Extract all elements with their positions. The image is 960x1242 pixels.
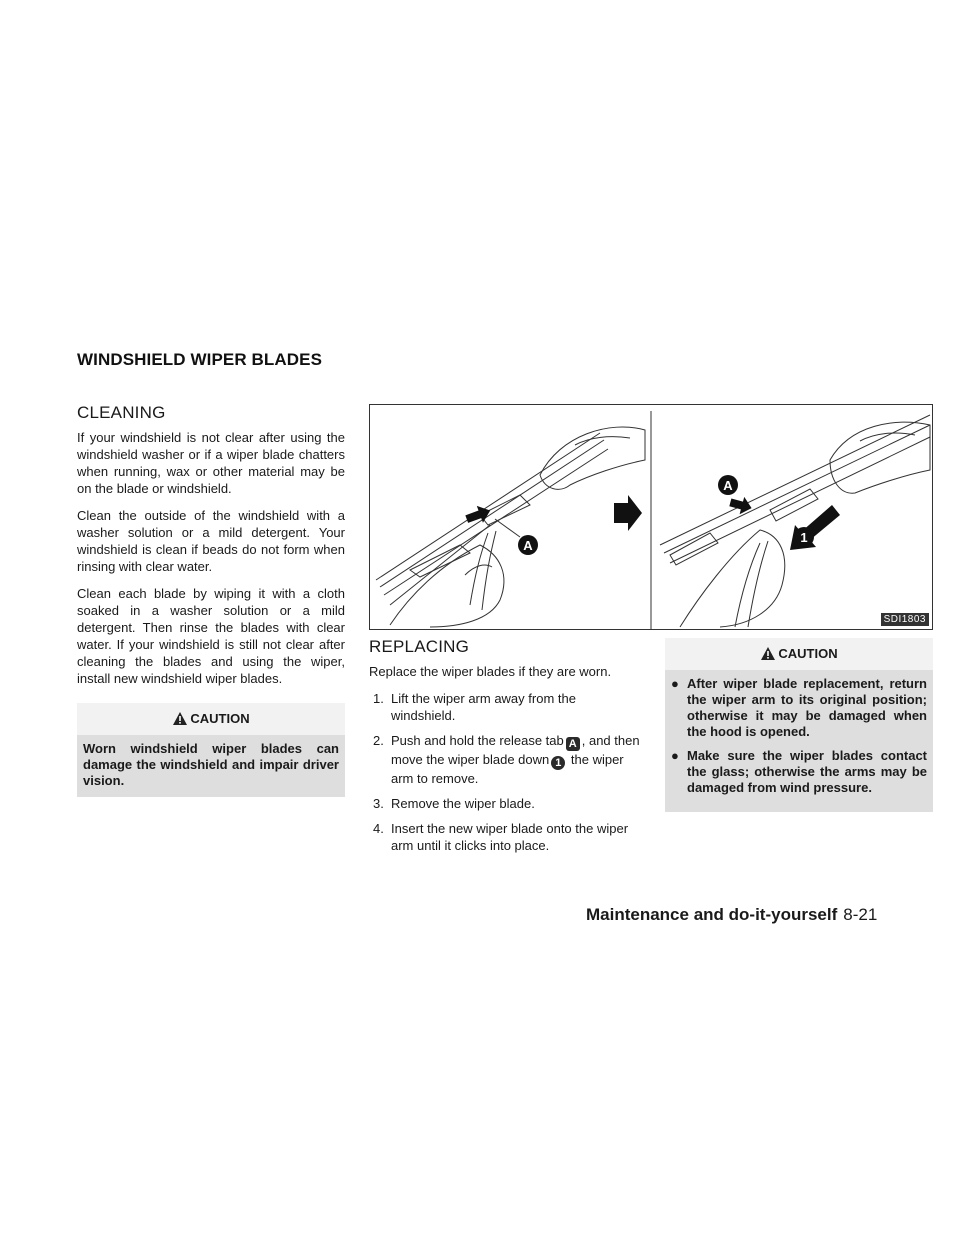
page-footer	[586, 905, 877, 925]
list-item: 3. Remove the wiper blade.	[373, 796, 535, 811]
cleaning-paragraph: If your windshield is not clear after using the windshield washer or if a wiper blade chatters when running, wax or other material may be on the blade or windshield.	[77, 430, 345, 496]
replacing-intro: Replace the wiper blades if they are worn.	[369, 664, 612, 679]
list-item: ● After wiper blade replacement, return the wiper arm to its original position; otherwise it may be damaged when the hood is opened.	[671, 676, 927, 739]
warning-icon	[172, 711, 188, 730]
caution-label: CAUTION	[778, 646, 838, 661]
replacing-heading: REPLACING	[369, 637, 470, 656]
bullet-icon: ●	[671, 748, 679, 763]
callout-a-left-label: A	[523, 538, 533, 553]
replacing-column	[369, 638, 641, 862]
section-title: WINDSHIELD WIPER BLADES	[77, 350, 323, 369]
caution-label: CAUTION	[190, 711, 250, 726]
caution-text: Worn windshield wiper blades can damage the windshield and impair driver vision.	[83, 741, 339, 788]
list-item: ● Make sure the wiper blades contact the glass; otherwise the arms may be damaged from wind pressure.	[671, 748, 927, 795]
warning-icon	[760, 646, 776, 665]
caution-header	[77, 703, 345, 735]
callout-1-label: 1	[800, 530, 808, 545]
cleaning-column	[77, 404, 345, 797]
figure-code: SDI1803	[881, 613, 929, 626]
cleaning-paragraph: Clean each blade by wiping it with a cloth soaked in a washer solution or a mild detergent. Then rinse the blades with clear water. If your windshield is still not clear after cleaning the blades and using the wiper, install new windshield wiper blades.	[77, 586, 345, 686]
wiper-illustration-svg	[370, 405, 932, 629]
replacing-steps	[369, 690, 641, 854]
caution-bullets	[665, 676, 933, 796]
caution-box-cleaning	[77, 703, 345, 797]
replacing-caution-column	[665, 638, 933, 812]
cleaning-heading: CLEANING	[77, 403, 166, 422]
list-item: 1. Lift the wiper arm away from the windshield.	[373, 691, 576, 723]
bullet-icon: ●	[671, 676, 679, 691]
caution-header	[665, 638, 933, 670]
next-step-arrow-icon	[614, 495, 642, 531]
list-item: 4. Insert the new wiper blade onto the wiper arm until it clicks into place.	[373, 821, 629, 853]
callout-a-inline: A	[566, 737, 580, 751]
cleaning-paragraph: Clean the outside of the windshield with a washer solution or a mild detergent. Your windshield is clean if beads do not form when rinsing with clear water.	[77, 508, 345, 574]
callout-1-inline: 1	[551, 756, 565, 770]
wiper-blade-illustration	[369, 404, 933, 630]
callout-a-right-label: A	[723, 478, 733, 493]
caution-box-replacing	[665, 638, 933, 812]
page-number: 8-21	[843, 905, 878, 924]
list-item: 2. Push and hold the release tab A , and then move the wiper blade down 1 the wiper arm to remove.	[373, 733, 640, 786]
chapter-name: Maintenance and do-it-yourself	[586, 905, 838, 924]
